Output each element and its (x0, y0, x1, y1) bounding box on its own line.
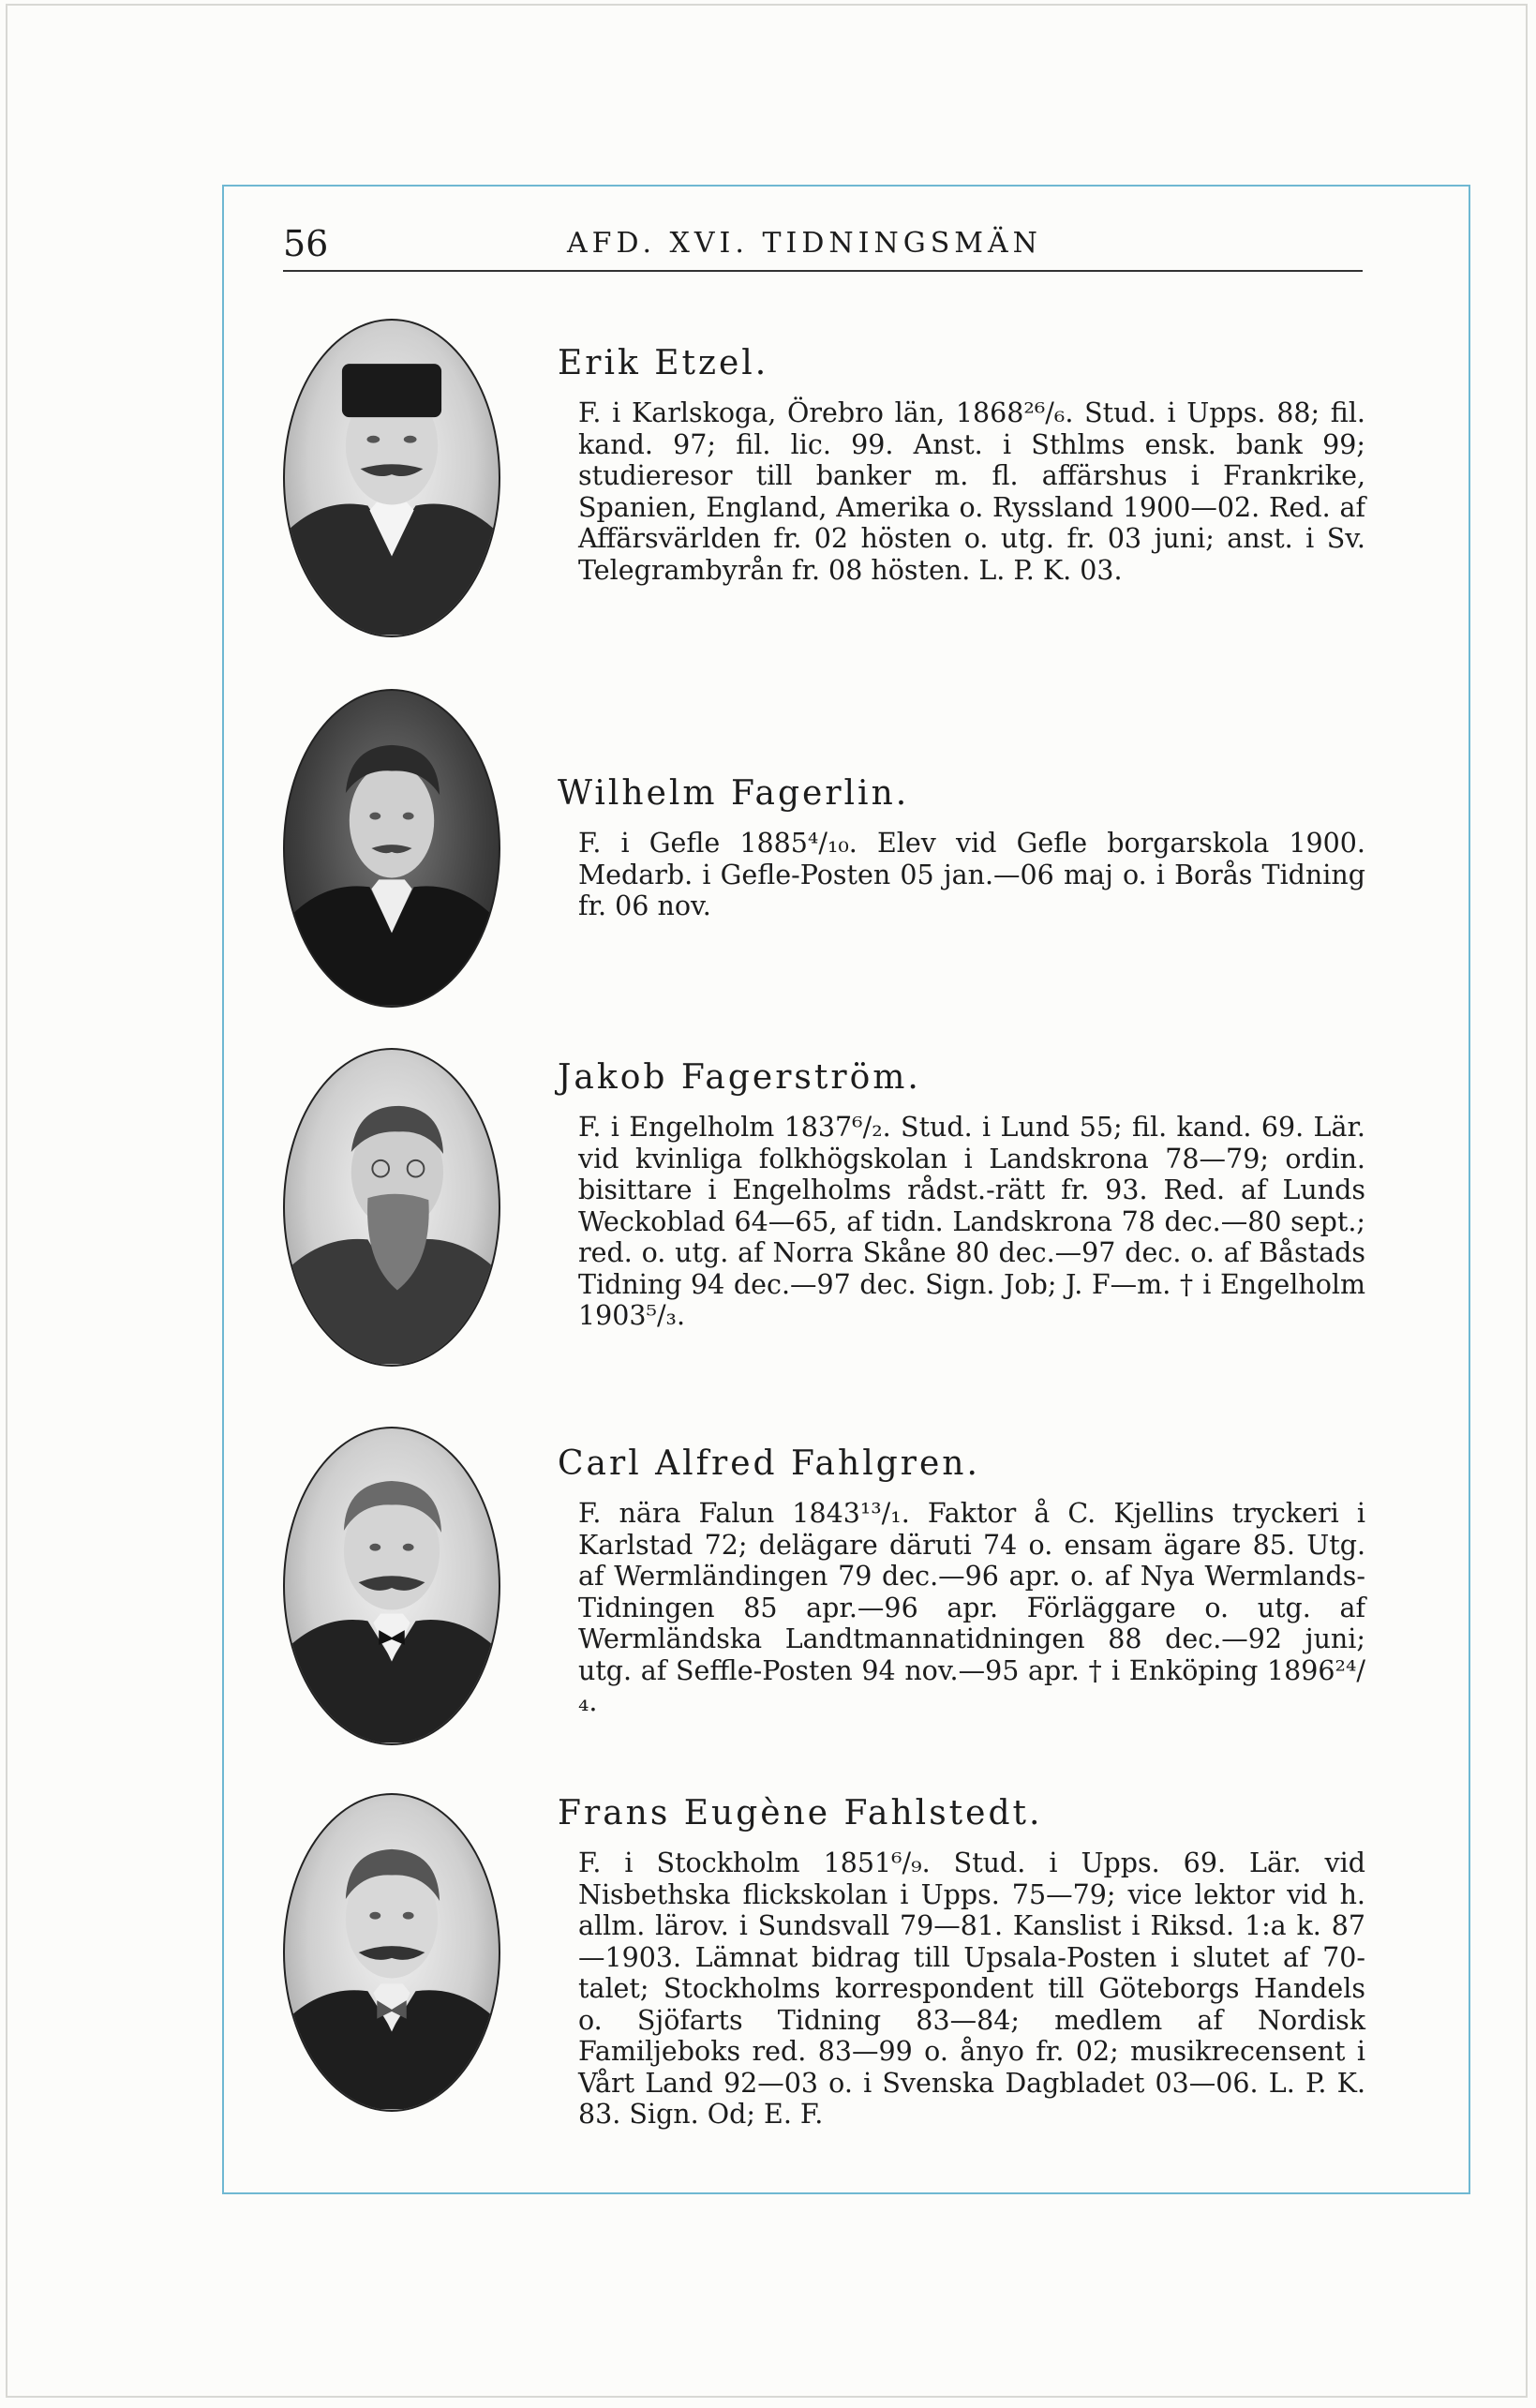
page-number: 56 (283, 223, 329, 264)
portrait-wilhelm-fagerlin (283, 689, 500, 1008)
entry-bio: F. i Stockholm 1851⁶/₉. Stud. i Upps. 69. Lär. vid Nisbethska flickskolan i Upps. 75—79; vice lektor vid h. allm. lärov. i Sundsvall 79—81. Kanslist i Riksd. 1:a k. 87—1903. Lämnat bidrag till Upsala-Posten i slutet af 70-talet; Stockholms korrespondent till Göteborgs Handels o. Sjöfarts Tidning 83—84; medlem af Nordisk Familjeboks red. 83—99 o. ånyo fr. 02; musikrecensent i Vårt Land 92—03 o. i Svenska Dagbladet 03—06. L. P. K. 83. Sign. Od; E. F. (578, 1847, 1365, 2130)
entry-bio: F. i Engelholm 1837⁶/₂. Stud. i Lund 55; fil. kand. 69. Lär. vid kvinliga folkhögskolan i Landskrona 78—79; ordin. bisittare i Engelholms rådst.-rätt fr. 93. Red. af Lunds Weckoblad 64—65, af tidn. Landskrona 78 dec.—80 sept.; red. o. utg. af Norra Skåne 80 dec.—97 dec. o. af Båstads Tidning 94 dec.—97 dec. Sign. Job; J. F—m. † i Engelholm 1903⁵/₃. (578, 1112, 1365, 1331)
portrait-image (285, 691, 499, 1006)
entry-name: Erik Etzel. (558, 344, 769, 382)
portrait-image (285, 1428, 499, 1743)
entry-name: Frans Eugène Fahlstedt. (558, 1794, 1043, 1832)
portrait-image (285, 1050, 499, 1365)
portrait-image (285, 1795, 499, 2110)
entry-name: Jakob Fagerström. (558, 1058, 921, 1097)
page-header (283, 223, 1363, 272)
entry-bio: F. i Karlskoga, Örebro län, 1868²⁶/₆. Stud. i Upps. 88; fil. kand. 97; fil. lic. 99. Anst. i Sthlms ensk. bank 99; studieresor till banker m. fl. affärshus i Frankrike, Spanien, England, Amerika o. Ryssland 1900—02. Red. af Affärsvärlden fr. 02 hösten o. utg. fr. 03 juni; anst. i Sv. Telegrambyrån fr. 08 hösten. L. P. K. 03. (578, 397, 1365, 586)
portrait-image (285, 321, 499, 636)
entry-bio: F. i Gefle 1885⁴/₁₀. Elev vid Gefle borgarskola 1900. Medarb. i Gefle-Posten 05 jan.—06 maj o. i Borås Tidning fr. 06 nov. (578, 828, 1365, 921)
entry-bio: F. nära Falun 1843¹³/₁. Faktor å C. Kjellins tryckeri i Karlstad 72; delägare däruti 74 o. ensam ägare 85. Utg. af Wermländingen 79 dec.—96 apr. o. af Nya Wermlands-Tidningen 85 apr.—96 apr. Förläggare o. utg. af Wermländska Landtmannatidningen 88 dec.—92 juni; utg. af Seffle-Posten 94 nov.—95 apr. † i Enköping 1896²⁴/₄. (578, 1498, 1365, 1717)
running-head: AFD. XVI. TIDNINGSMÄN (567, 227, 1042, 260)
portrait-frans-eugene-fahlstedt (283, 1793, 500, 2112)
portrait-erik-etzel (283, 319, 500, 637)
entry-name: Carl Alfred Fahlgren. (558, 1444, 980, 1483)
portrait-jakob-fagerstrom (283, 1048, 500, 1367)
portrait-carl-alfred-fahlgren (283, 1427, 500, 1745)
entry-name: Wilhelm Fagerlin. (558, 774, 910, 813)
